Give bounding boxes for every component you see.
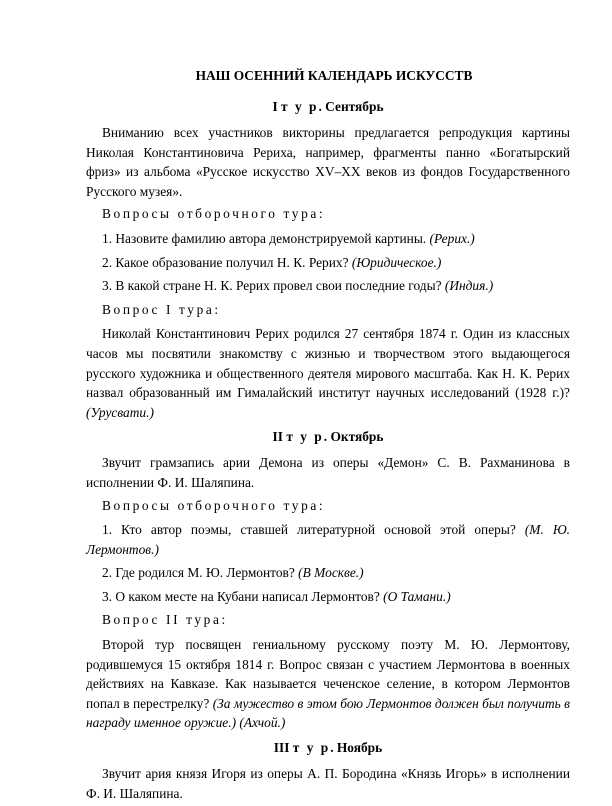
document-title: НАШ ОСЕННИЙ КАЛЕНДАРЬ ИСКУССТВ <box>195 68 473 83</box>
tour-2-main-heading: Вопрос II тура: <box>102 612 228 628</box>
question-text: 1. Назовите фамилию автора демонстрируемой картины. <box>102 230 427 246</box>
question-answer: (За мужество в этом бою Лермонтов должен был получить в награду именное оружие.) (Ахчой.) <box>86 695 570 731</box>
tour-3-heading <box>86 739 570 757</box>
question-answer: (Юридическое.) <box>351 254 442 270</box>
tour-2-intro: Звучит грамзапись арии Демона из оперы «Демон» С. В. Рахманинова в исполнении Ф. И. Шаляпина. <box>86 455 570 490</box>
question-answer: (О Тамани.) <box>383 588 451 604</box>
question-text: 2. Где родился М. Ю. Лермонтов? <box>102 565 295 581</box>
question-answer: (Рерих.) <box>429 230 475 246</box>
question-answer: (В Москве.) <box>298 565 364 581</box>
question-text: Николай Константинович Рерих родился 27 сентября 1874 г. Один из классных часов мы посвятили знакомству с жизнью и творчеством этого выдающегося русского художника и общественного деятеля мирового масштаба. Как Н. К. Рерих назвал образованный им Гималайский институт научных исследований (1928 г.)? <box>86 326 570 401</box>
tour-2-word: т у р <box>286 429 324 445</box>
tour-2-main-question <box>86 635 570 733</box>
tour-1-heading <box>86 98 570 116</box>
tour-2-qualifying-heading: Вопросы отборочного тура: <box>102 497 326 513</box>
tour-1-main-question <box>86 324 570 422</box>
tour-1-word: т у р <box>281 99 319 114</box>
tour-2-month: . Октябрь <box>323 429 384 445</box>
tour-1-question-2 <box>86 253 570 273</box>
tour-2-question-2 <box>86 563 570 583</box>
tour-1-question-3 <box>86 276 570 296</box>
question-text: Второй тур посвящен гениальному русскому поэту М. Ю. Лермонтову, родившемуся 15 октября 1814 г. Вопрос связан с участием Лермонтова в военных действиях на Кавказе. Как называется чеченское селение, в котором Лермонтов попал в перестрелку? <box>86 637 570 711</box>
question-text: 1. Кто автор поэмы, ставшей литературной основой этой оперы? <box>102 522 516 538</box>
tour-1-question-1 <box>86 229 570 249</box>
tour-2-question-1 <box>86 520 570 559</box>
question-answer: (М. Ю. Лермонтов.) <box>86 522 570 557</box>
tour-1-number: I <box>272 99 278 114</box>
question-answer: (Индия.) <box>444 278 494 294</box>
tour-2-question-3 <box>86 587 570 607</box>
tour-2-heading <box>86 428 570 446</box>
tour-1-intro: Вниманию всех участников викторины предлагается репродукция картины Николая Константиновича Рериха, например, фрагменты панно «Богатырский фриз» из альбома «Русское искусство XV–XX веков из фондов Государственного Русского музея». <box>86 125 570 199</box>
question-text: 3. В какой стране Н. К. Рерих провел свои последние годы? <box>102 278 442 294</box>
question-answer: (Урусвати.) <box>86 404 154 420</box>
tour-3-intro: Звучит ария князя Игоря из оперы А. П. Бородина «Князь Игорь» в исполнении Ф. И. Шаляпина. <box>86 766 570 801</box>
tour-3-word: т у р <box>292 740 331 756</box>
question-text: 2. Какое образование получил Н. К. Рерих? <box>102 254 349 270</box>
document-body <box>86 67 570 806</box>
tour-1-main-heading: Вопрос I тура: <box>102 301 221 317</box>
tour-1-qualifying-heading: Вопросы отборочного тура: <box>102 206 326 222</box>
tour-2-number: II <box>272 429 283 445</box>
tour-3-number: III <box>273 740 290 756</box>
question-text: 3. О каком месте на Кубани написал Лермонтов? <box>102 588 380 604</box>
tour-1-month: . Сентябрь <box>318 99 384 114</box>
tour-3-month: . Ноябрь <box>330 740 383 756</box>
